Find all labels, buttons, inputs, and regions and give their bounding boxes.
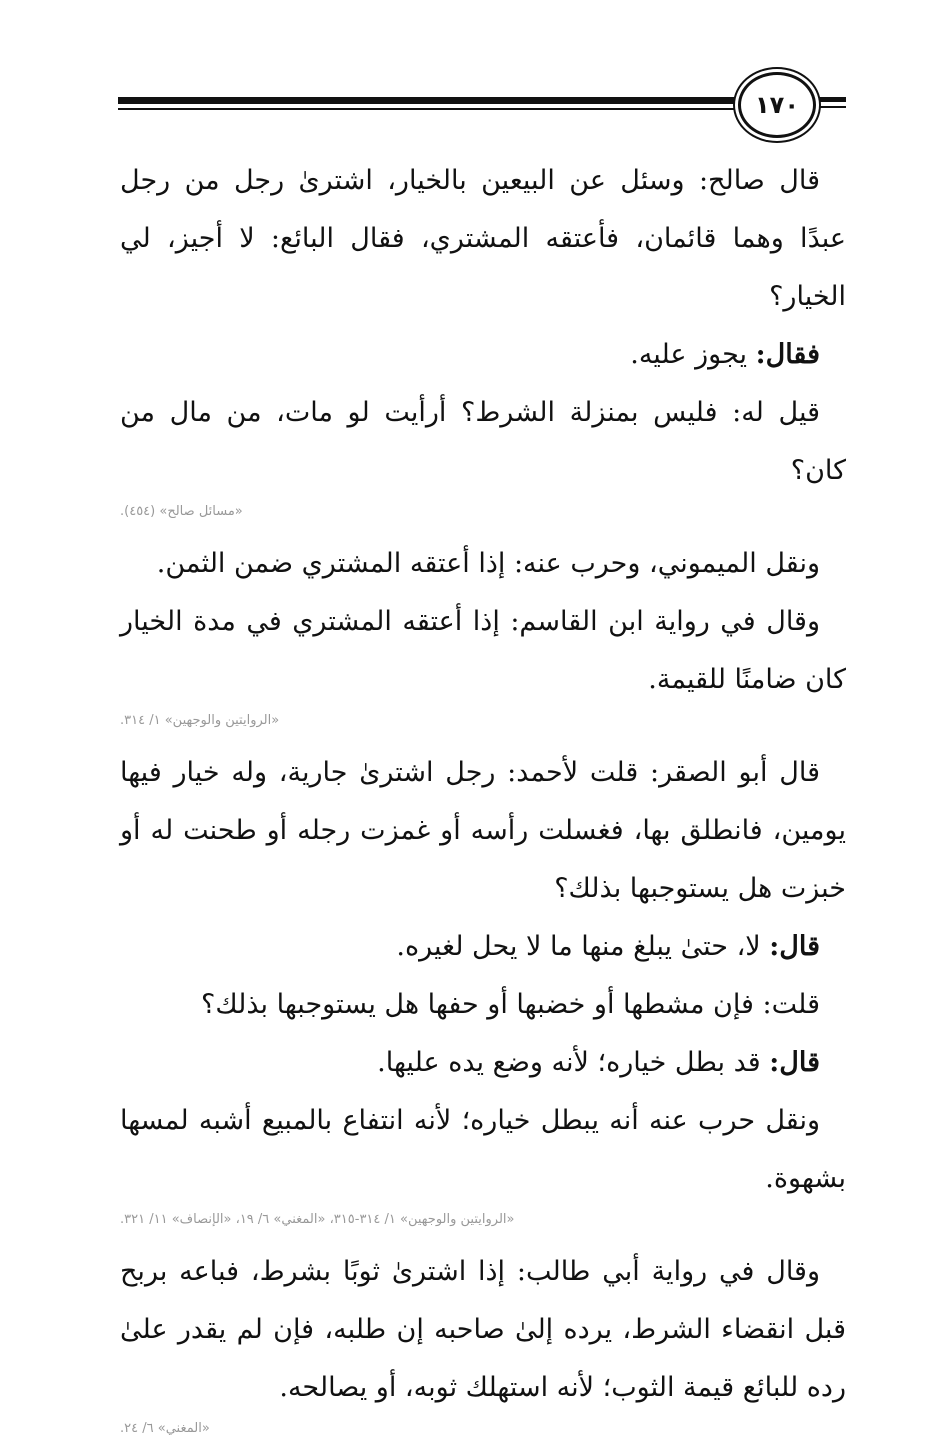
paragraph-answer-1 [120,326,846,384]
header-rule-thin [118,108,738,110]
reference-2: «الروايتين والوجهين» ١/ ٣١٤. [120,713,280,728]
page-content [120,152,846,1452]
answer-label: فقال: [755,339,820,370]
paragraph-abu-talib: وقال في رواية أبي طالب: إذا اشترىٰ ثوبًا بشرط، فباعه بربح قبل انقضاء الشرط، يرده إلىٰ صاحبه إن طلبه، فإن لم يقدر علىٰ رده للبائع قيمة الثوب؛ لأنه استهلك ثوبه، أو يصالحه. [120,1256,846,1403]
answer-text: قد بطل خياره؛ لأنه وضع يده عليها. [377,1047,770,1078]
paragraph-question-2: قلت: فإن مشطها أو خضبها أو حفها هل يستوجبها بذلك؟ [201,989,820,1020]
paragraph-saleh: قال صالح: وسئل عن البيعين بالخيار، اشترىٰ رجل من رجل عبدًا وهما قائمان، فأعتقه المشتري، فقال البائع: لا أجيز، لي الخيار؟ [120,165,846,312]
paragraph-harb: ونقل حرب عنه أنه يبطل خياره؛ لأنه انتفاع بالمبيع أشبه لمسها بشهوة. [120,1105,846,1194]
answer-text: يجوز عليه. [630,339,756,370]
reference-1: «مسائل صالح» (٤٥٤). [120,504,243,519]
paragraph-answer-2 [120,918,846,976]
answer-text: لا، حتىٰ يبلغ منها ما لا يحل لغيره. [396,931,770,962]
paragraph-ibn-qasim: وقال في رواية ابن القاسم: إذا أعتقه المشتري في مدة الخيار كان ضامنًا للقيمة. [120,606,846,695]
page-number: ١٧٠ [755,91,799,119]
reference-4: «المغني» ٦/ ٢٤. [120,1421,210,1436]
page-header [0,0,949,150]
page-number-badge [738,72,816,138]
reference-3: «الروايتين والوجهين» ١/ ٣١٤-٣١٥، «المغني» ٦/ ١٩، «الإنصاف» ١١/ ٣٢١. [120,1212,515,1227]
answer-label: قال: [769,1047,820,1078]
answer-label: قال: [769,931,820,962]
paragraph-question: قيل له: فليس بمنزلة الشرط؟ أرأيت لو مات، من مال من كان؟ [120,397,846,486]
paragraph-abu-saqr: قال أبو الصقر: قلت لأحمد: رجل اشترىٰ جارية، وله خيار فيها يومين، فانطلق بها، فغسلت رأسه أو غمزت رجله أو طحنت له أو خبزت هل يستوجبها بذلك؟ [120,757,846,904]
paragraph-answer-3 [120,1034,846,1092]
header-rule-thick [118,97,738,104]
paragraph-maymuni: ونقل الميموني، وحرب عنه: إذا أعتقه المشتري ضمن الثمن. [156,548,820,579]
